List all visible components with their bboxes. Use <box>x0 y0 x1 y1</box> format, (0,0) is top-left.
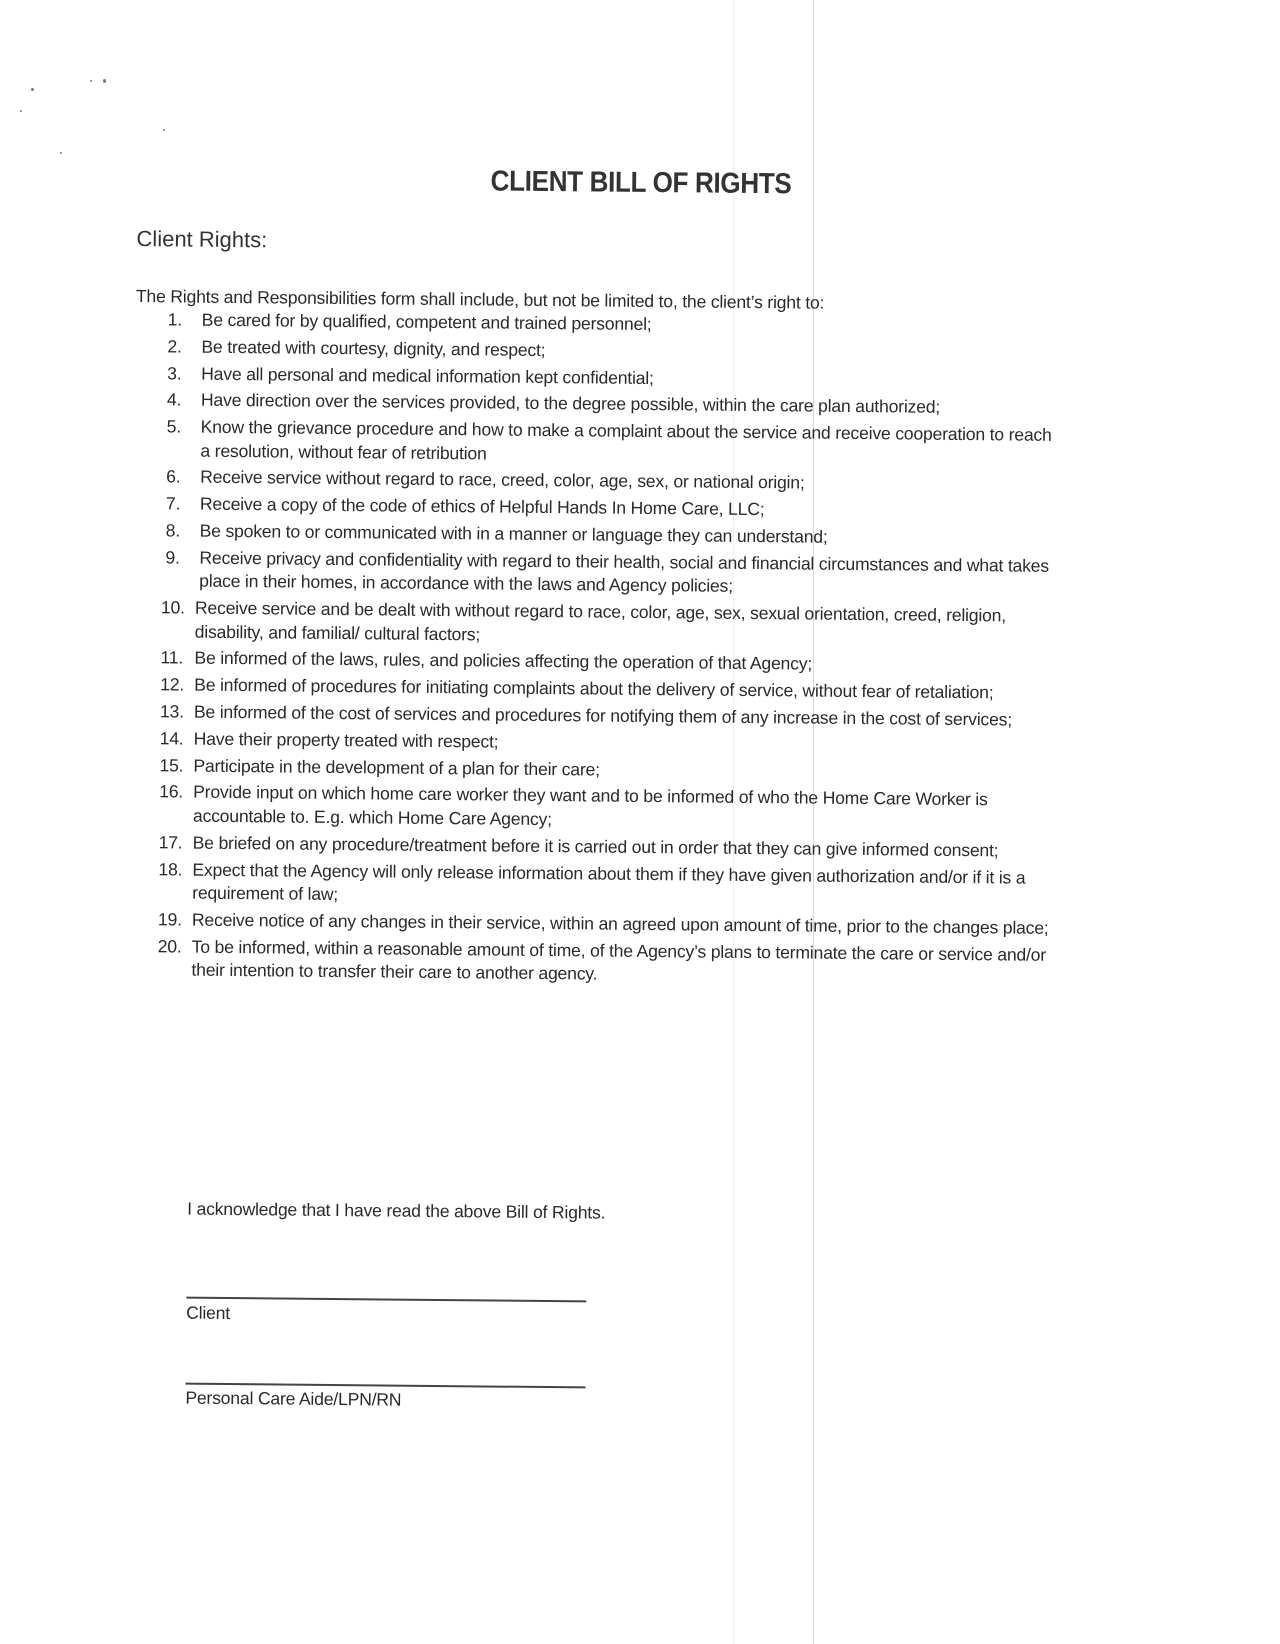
list-item-text: Provide input on which home care worker they want and to be informed of who the Home Care Worker is accountable to. E.g. which Home Care Agency; <box>192 782 988 830</box>
list-item-number: 13. <box>159 701 184 722</box>
list-item-number: 6. <box>166 466 181 487</box>
client-signature-label: Client <box>186 1302 231 1324</box>
list-item-text: Receive notice of any changes in their service, within an agreed upon amount of time, prior to the changes place; <box>191 909 1049 938</box>
caregiver-signature-label: Personal Care Aide/LPN/RN <box>185 1387 402 1410</box>
rights-list-item <box>133 546 1053 602</box>
list-item-number: 1. <box>167 309 183 330</box>
list-item-number: 15. <box>159 754 184 776</box>
list-item-number: 12. <box>160 674 185 695</box>
list-item-number: 4. <box>166 389 182 410</box>
rights-list-item <box>129 935 1049 991</box>
list-item-text: Receive a copy of the code of ethics of Helpful Hands In Home Care, LLC; <box>199 493 765 520</box>
list-item-text: Participate in the development of a plan for their care; <box>193 755 600 780</box>
list-item-number: 9. <box>165 547 180 568</box>
list-item-number: 5. <box>166 416 182 437</box>
list-item-number: 7. <box>165 493 181 514</box>
list-item-number: 20. <box>157 935 182 957</box>
list-item-text: Have their property treated with respect; <box>193 728 499 752</box>
list-item-number: 11. <box>160 647 184 668</box>
list-item-text: Know the grievance procedure and how to make a complaint about the service and receive cooperation to reach a resolution, without fear of retribution <box>200 416 1052 464</box>
list-item-text: Be informed of procedures for initiating complaints about the delivery of service, without fear of retaliation; <box>194 674 994 703</box>
list-item-text: Be treated with courtesy, dignity, and respect; <box>201 336 546 360</box>
rights-list-item <box>133 596 1053 652</box>
list-item-text: Be briefed on any procedure/treatment before it is carried out in order that they can give informed consent; <box>192 832 999 861</box>
list-item-text: Be informed of the cost of services and procedures for notifying them of any increase in the cost of services; <box>193 701 1013 730</box>
list-item-text: To be informed, within a reasonable amount of time, of the Agency’s plans to terminate the care or service and/or their intention to transfer their care to another agency. <box>191 936 1047 984</box>
rights-list-item <box>134 415 1054 471</box>
list-item-text: Receive privacy and confidentiality with regard to their health, social and financial circumstances and what takes place in their homes, in accordance with the laws and Agency policies; <box>199 547 1050 597</box>
list-item-text: Receive service without regard to race, creed, color, age, sex, or national origin; <box>200 467 805 493</box>
list-item-number: 18. <box>158 858 183 880</box>
client-signature-line[interactable] <box>186 1297 586 1303</box>
list-item-number: 17. <box>158 832 183 853</box>
rights-list-item <box>131 780 1051 836</box>
list-item-text: Be spoken to or communicated with in a manner or language they can understand; <box>199 520 828 547</box>
rights-list <box>129 308 1055 994</box>
list-item-number: 3. <box>167 362 182 384</box>
rights-list-item <box>130 858 1050 914</box>
list-item-text: Have direction over the services provided, to the degree possible, within the care plan authorized; <box>200 390 941 418</box>
list-item-number: 2. <box>167 336 182 357</box>
list-item-text: Have all personal and medical information kept confidential; <box>201 363 654 388</box>
list-item-number: 8. <box>165 520 181 541</box>
list-item-number: 14. <box>159 728 184 749</box>
list-item-number: 10. <box>160 597 185 618</box>
acknowledgement-text: I acknowledge that I have read the above Bill of Rights. <box>187 1198 606 1223</box>
list-item-text: Receive service and be dealt with without regard to race, color, age, sex, sexual orientation, creed, religion, disability, and familial/ cultural factors; <box>194 597 1007 645</box>
list-item-number: 16. <box>159 781 184 802</box>
list-item-text: Be cared for by qualified, competent and trained personnel; <box>201 309 652 335</box>
list-item-text: Be informed of the laws, rules, and policies affecting the operation of that Agency; <box>194 648 813 675</box>
section-heading: Client Rights: <box>136 226 268 253</box>
intro-text: The Rights and Responsibilities form shall include, but not be limited to, the client’s right to: <box>135 286 825 313</box>
list-item-text: Expect that the Agency will only release information about them if they have given authorization and/or if it is a requirement of law; <box>192 859 1026 905</box>
document-title: CLIENT BILL OF RIGHTS <box>490 165 792 201</box>
list-item-number: 19. <box>157 909 182 930</box>
